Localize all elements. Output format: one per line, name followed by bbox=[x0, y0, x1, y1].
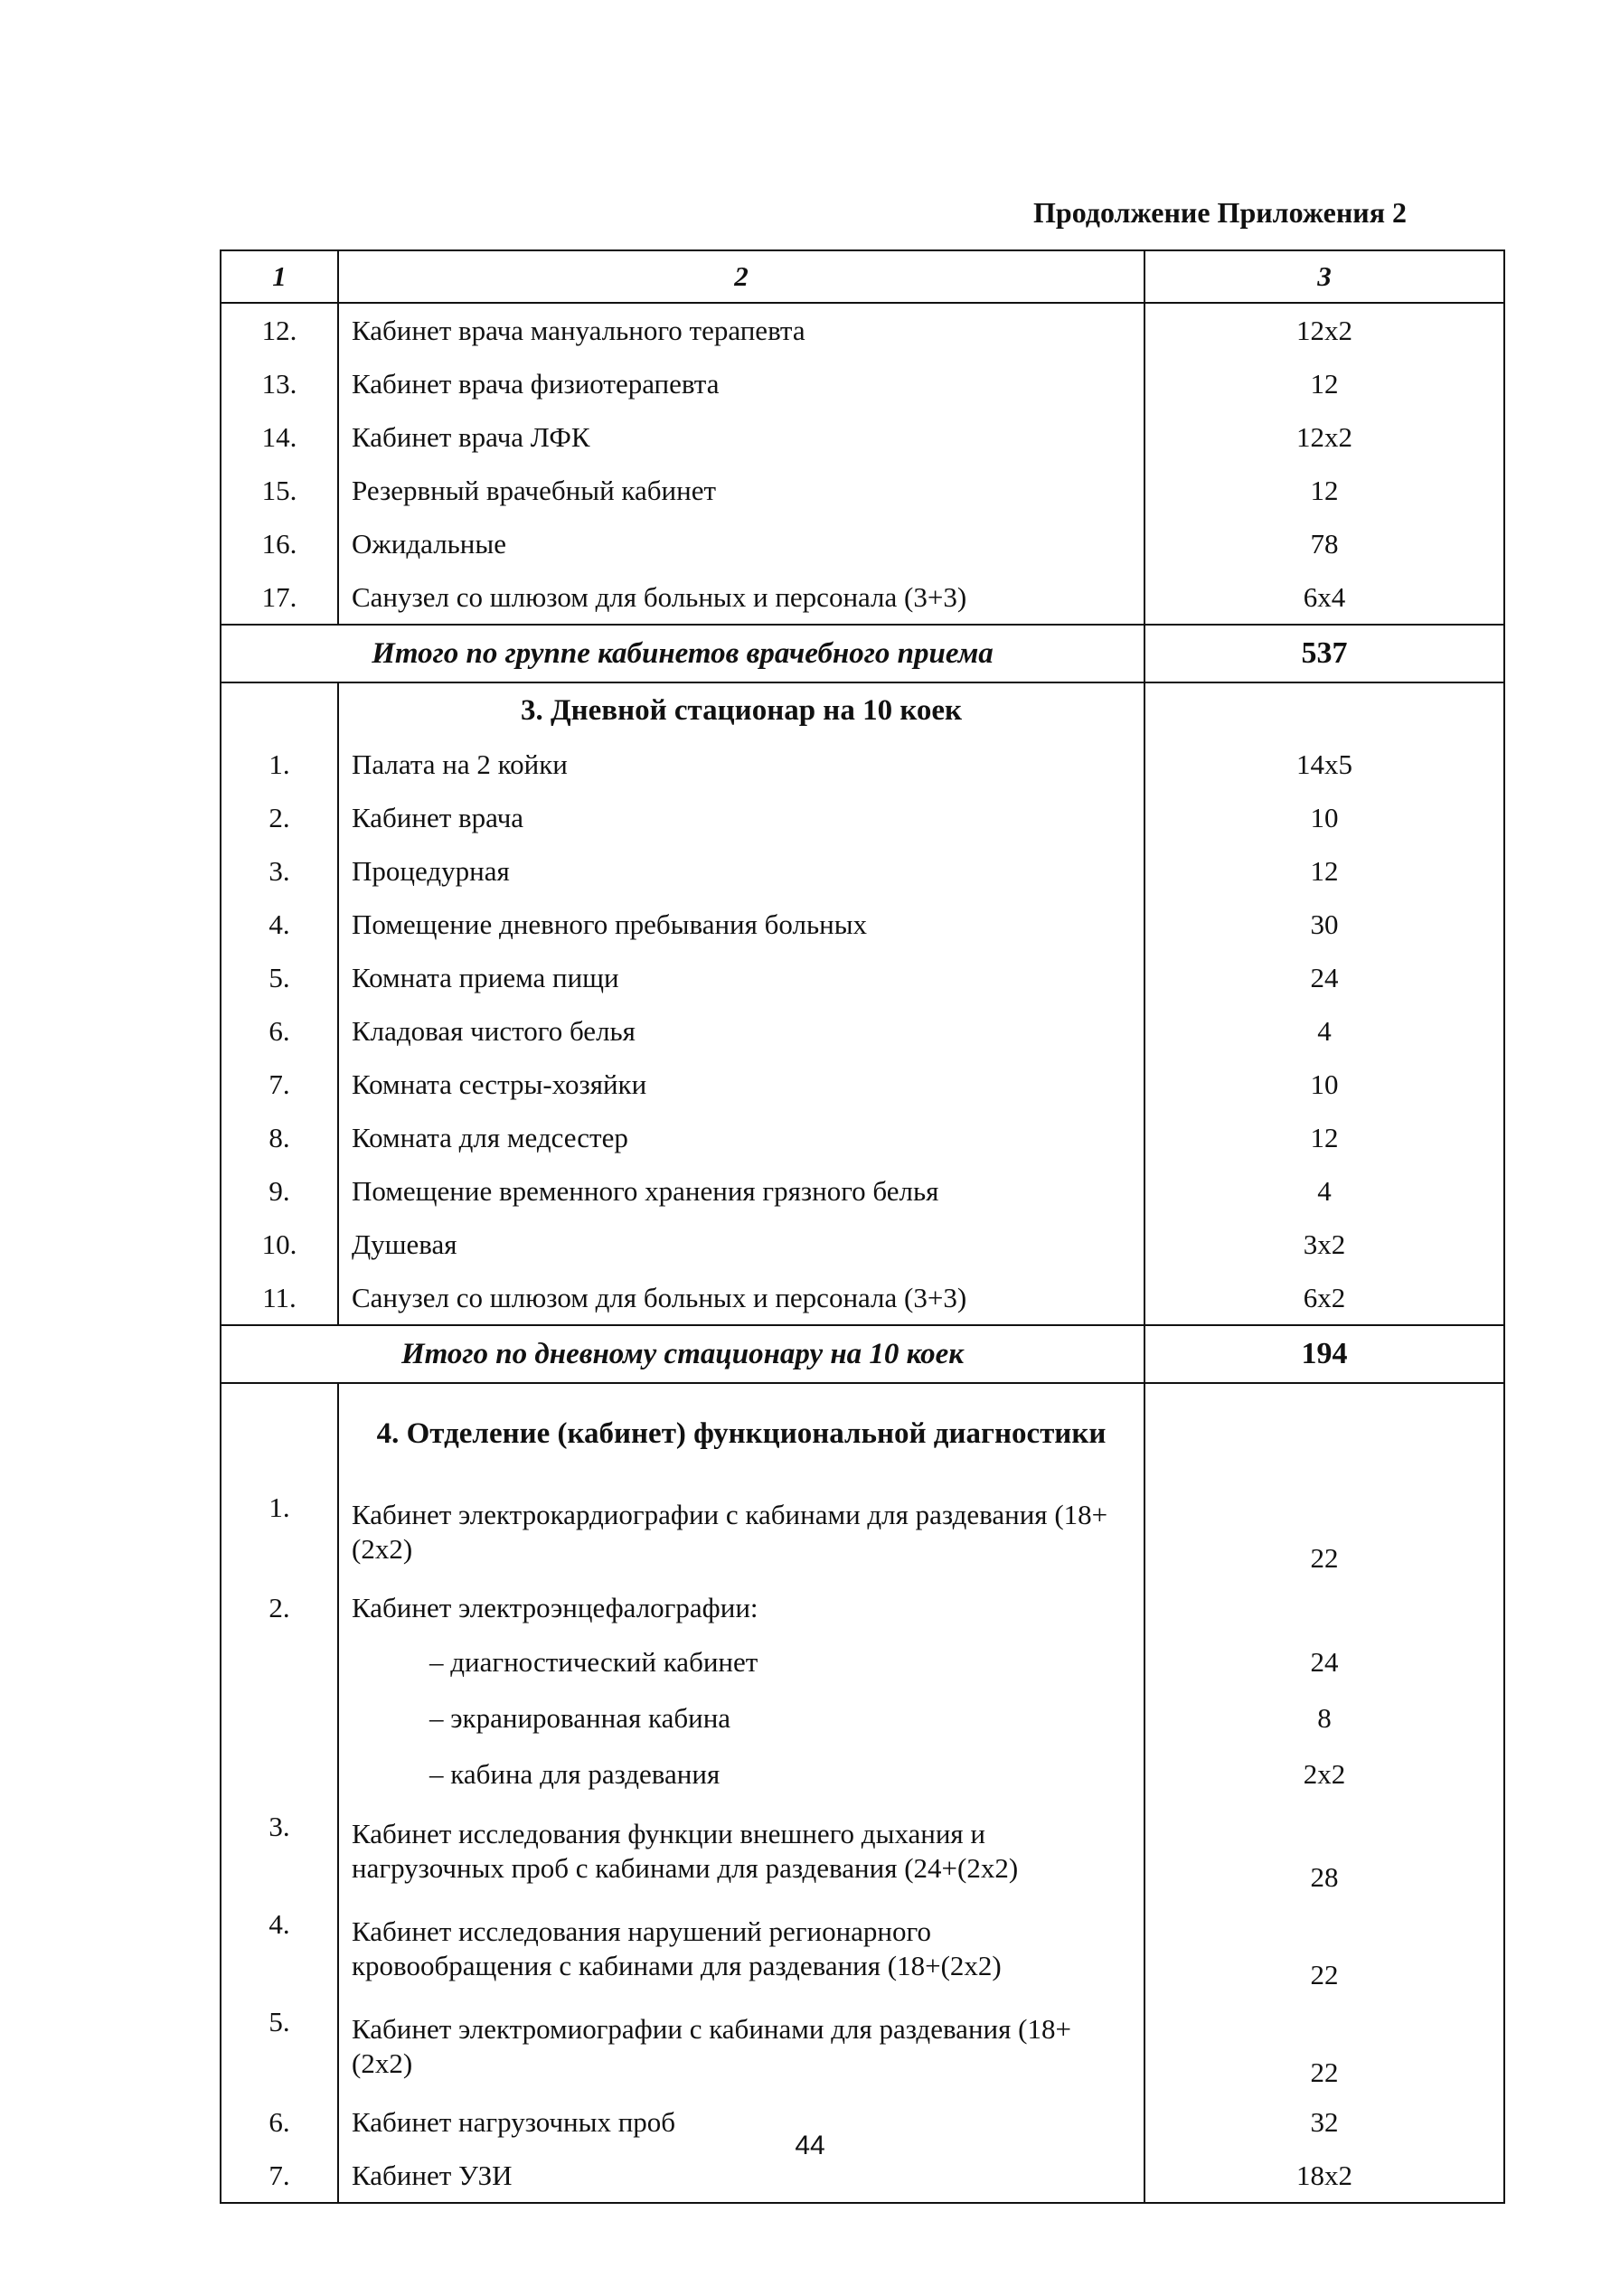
row-number bbox=[221, 1690, 338, 1746]
room-area: 10 bbox=[1144, 791, 1504, 844]
continuation-header: Продолжение Приложения 2 bbox=[1033, 196, 1407, 229]
table-row bbox=[221, 1058, 1504, 1111]
total-value: 537 bbox=[1144, 625, 1504, 682]
row-number: 5. bbox=[221, 1998, 338, 2095]
total-value: 194 bbox=[1144, 1325, 1504, 1383]
room-area: 12 bbox=[1144, 357, 1504, 410]
room-area: 30 bbox=[1144, 898, 1504, 951]
room-area bbox=[1144, 1581, 1504, 1634]
row-number: 12. bbox=[221, 303, 338, 357]
table-row bbox=[221, 1111, 1504, 1164]
room-name: Кабинет исследования функции внешнего дыхания и нагрузочных проб с кабинами для раздевания (24+(2x2) bbox=[338, 1802, 1144, 1900]
table-row bbox=[221, 1634, 1504, 1690]
table-row bbox=[221, 357, 1504, 410]
room-name: Кабинет врача bbox=[338, 791, 1144, 844]
table-row bbox=[221, 1164, 1504, 1218]
room-name: Душевая bbox=[338, 1218, 1144, 1271]
table-row bbox=[221, 1004, 1504, 1058]
row-number: 1. bbox=[221, 1483, 338, 1581]
row-number: 14. bbox=[221, 410, 338, 464]
room-name: Кабинет УЗИ bbox=[338, 2149, 1144, 2203]
table-row bbox=[221, 791, 1504, 844]
row-number: 2. bbox=[221, 791, 338, 844]
row-number: 3. bbox=[221, 844, 338, 898]
column-header-1: 1 bbox=[221, 250, 338, 303]
room-area: 24 bbox=[1144, 951, 1504, 1004]
room-area: 24 bbox=[1144, 1634, 1504, 1690]
room-area: 12 bbox=[1144, 1111, 1504, 1164]
room-area: 2x2 bbox=[1144, 1746, 1504, 1802]
room-area: 4 bbox=[1144, 1164, 1504, 1218]
row-number: 6. bbox=[221, 1004, 338, 1058]
room-area: 22 bbox=[1144, 1998, 1504, 2095]
table-row bbox=[221, 1690, 1504, 1746]
room-area: 3x2 bbox=[1144, 1218, 1504, 1271]
room-area: 22 bbox=[1144, 1483, 1504, 1581]
room-area: 10 bbox=[1144, 1058, 1504, 1111]
table-row bbox=[221, 951, 1504, 1004]
table-row bbox=[221, 1218, 1504, 1271]
room-name: Кабинет исследования нарушений регионарного кровообращения с кабинами для раздевания (18+(2x2) bbox=[338, 1900, 1144, 1998]
row-number: 10. bbox=[221, 1218, 338, 1271]
room-area: 12 bbox=[1144, 464, 1504, 517]
room-area: 6x2 bbox=[1144, 1271, 1504, 1325]
room-name: Кабинет нагрузочных проб bbox=[338, 2095, 1144, 2149]
table-row bbox=[221, 1271, 1504, 1325]
table-row bbox=[221, 844, 1504, 898]
table-row bbox=[221, 2149, 1504, 2203]
room-name: Кабинет электроэнцефалографии: bbox=[338, 1581, 1144, 1634]
room-name: – кабина для раздевания bbox=[338, 1746, 1144, 1802]
table-row bbox=[221, 303, 1504, 357]
room-name: Комната приема пищи bbox=[338, 951, 1144, 1004]
table-row bbox=[221, 1998, 1504, 2095]
row-number: 4. bbox=[221, 1900, 338, 1998]
room-name: Помещение временного хранения грязного белья bbox=[338, 1164, 1144, 1218]
room-name: Кабинет электромиографии с кабинами для раздевания (18+(2x2) bbox=[338, 1998, 1144, 2095]
row-number: 6. bbox=[221, 2095, 338, 2149]
row-number: 8. bbox=[221, 1111, 338, 1164]
section-heading-row bbox=[221, 682, 1504, 738]
row-number bbox=[221, 1634, 338, 1690]
room-name: Комната сестры-хозяйки bbox=[338, 1058, 1144, 1111]
section-title: 4. Отделение (кабинет) функциональной диагностики bbox=[338, 1383, 1144, 1483]
row-number: 17. bbox=[221, 570, 338, 625]
row-number: 16. bbox=[221, 517, 338, 570]
room-area: 78 bbox=[1144, 517, 1504, 570]
room-area: 4 bbox=[1144, 1004, 1504, 1058]
room-name: – диагностический кабинет bbox=[338, 1634, 1144, 1690]
row-number: 4. bbox=[221, 898, 338, 951]
row-number: 13. bbox=[221, 357, 338, 410]
room-name: Санузел со шлюзом для больных и персонала (3+3) bbox=[338, 1271, 1144, 1325]
room-area: 8 bbox=[1144, 1690, 1504, 1746]
row-number: 2. bbox=[221, 1581, 338, 1634]
room-area: 32 bbox=[1144, 2095, 1504, 2149]
table-row bbox=[221, 1483, 1504, 1581]
row-number: 9. bbox=[221, 1164, 338, 1218]
room-name: Помещение дневного пребывания больных bbox=[338, 898, 1144, 951]
total-row-day-hospital bbox=[221, 1325, 1504, 1383]
table-row bbox=[221, 738, 1504, 791]
row-number: 11. bbox=[221, 1271, 338, 1325]
room-name: Кабинет электрокардиографии с кабинами для раздевания (18+(2x2) bbox=[338, 1483, 1144, 1581]
room-name: Резервный врачебный кабинет bbox=[338, 464, 1144, 517]
row-number: 5. bbox=[221, 951, 338, 1004]
table-row bbox=[221, 1900, 1504, 1998]
table-row bbox=[221, 1746, 1504, 1802]
row-number: 1. bbox=[221, 738, 338, 791]
room-name: Санузел со шлюзом для больных и персонала (3+3) bbox=[338, 570, 1144, 625]
room-name: Процедурная bbox=[338, 844, 1144, 898]
room-name: Комната для медсестер bbox=[338, 1111, 1144, 1164]
room-name: Кабинет врача физиотерапевта bbox=[338, 357, 1144, 410]
total-label: Итого по дневному стационару на 10 коек bbox=[221, 1325, 1144, 1383]
room-area: 22 bbox=[1144, 1900, 1504, 1998]
room-area: 18x2 bbox=[1144, 2149, 1504, 2203]
room-name: Палата на 2 койки bbox=[338, 738, 1144, 791]
room-name: Кладовая чистого белья bbox=[338, 1004, 1144, 1058]
page-number: 44 bbox=[795, 2131, 825, 2160]
table-row bbox=[221, 898, 1504, 951]
room-area: 28 bbox=[1144, 1802, 1504, 1900]
table-row bbox=[221, 464, 1504, 517]
column-header-3: 3 bbox=[1144, 250, 1504, 303]
table-row bbox=[221, 1581, 1504, 1634]
room-name: Ожидальные bbox=[338, 517, 1144, 570]
total-label: Итого по группе кабинетов врачебного приема bbox=[221, 625, 1144, 682]
total-row-consulting bbox=[221, 625, 1504, 682]
table-row bbox=[221, 2095, 1504, 2149]
room-area: 12 bbox=[1144, 844, 1504, 898]
column-header-2: 2 bbox=[338, 250, 1144, 303]
section-title: 3. Дневной стационар на 10 коек bbox=[338, 682, 1144, 738]
room-area: 12x2 bbox=[1144, 303, 1504, 357]
room-name: Кабинет врача мануального терапевта bbox=[338, 303, 1144, 357]
table-row bbox=[221, 1802, 1504, 1900]
room-area: 14x5 bbox=[1144, 738, 1504, 791]
row-number bbox=[221, 1746, 338, 1802]
table-row bbox=[221, 570, 1504, 625]
room-name: Кабинет врача ЛФК bbox=[338, 410, 1144, 464]
row-number: 3. bbox=[221, 1802, 338, 1900]
rooms-table bbox=[220, 249, 1505, 2204]
row-number: 7. bbox=[221, 1058, 338, 1111]
table-row bbox=[221, 517, 1504, 570]
row-number: 15. bbox=[221, 464, 338, 517]
row-number: 7. bbox=[221, 2149, 338, 2203]
room-area: 6x4 bbox=[1144, 570, 1504, 625]
room-area: 12x2 bbox=[1144, 410, 1504, 464]
table-row bbox=[221, 410, 1504, 464]
section-heading-row bbox=[221, 1383, 1504, 1483]
room-name: – экранированная кабина bbox=[338, 1690, 1144, 1746]
table-header-row bbox=[221, 250, 1504, 303]
